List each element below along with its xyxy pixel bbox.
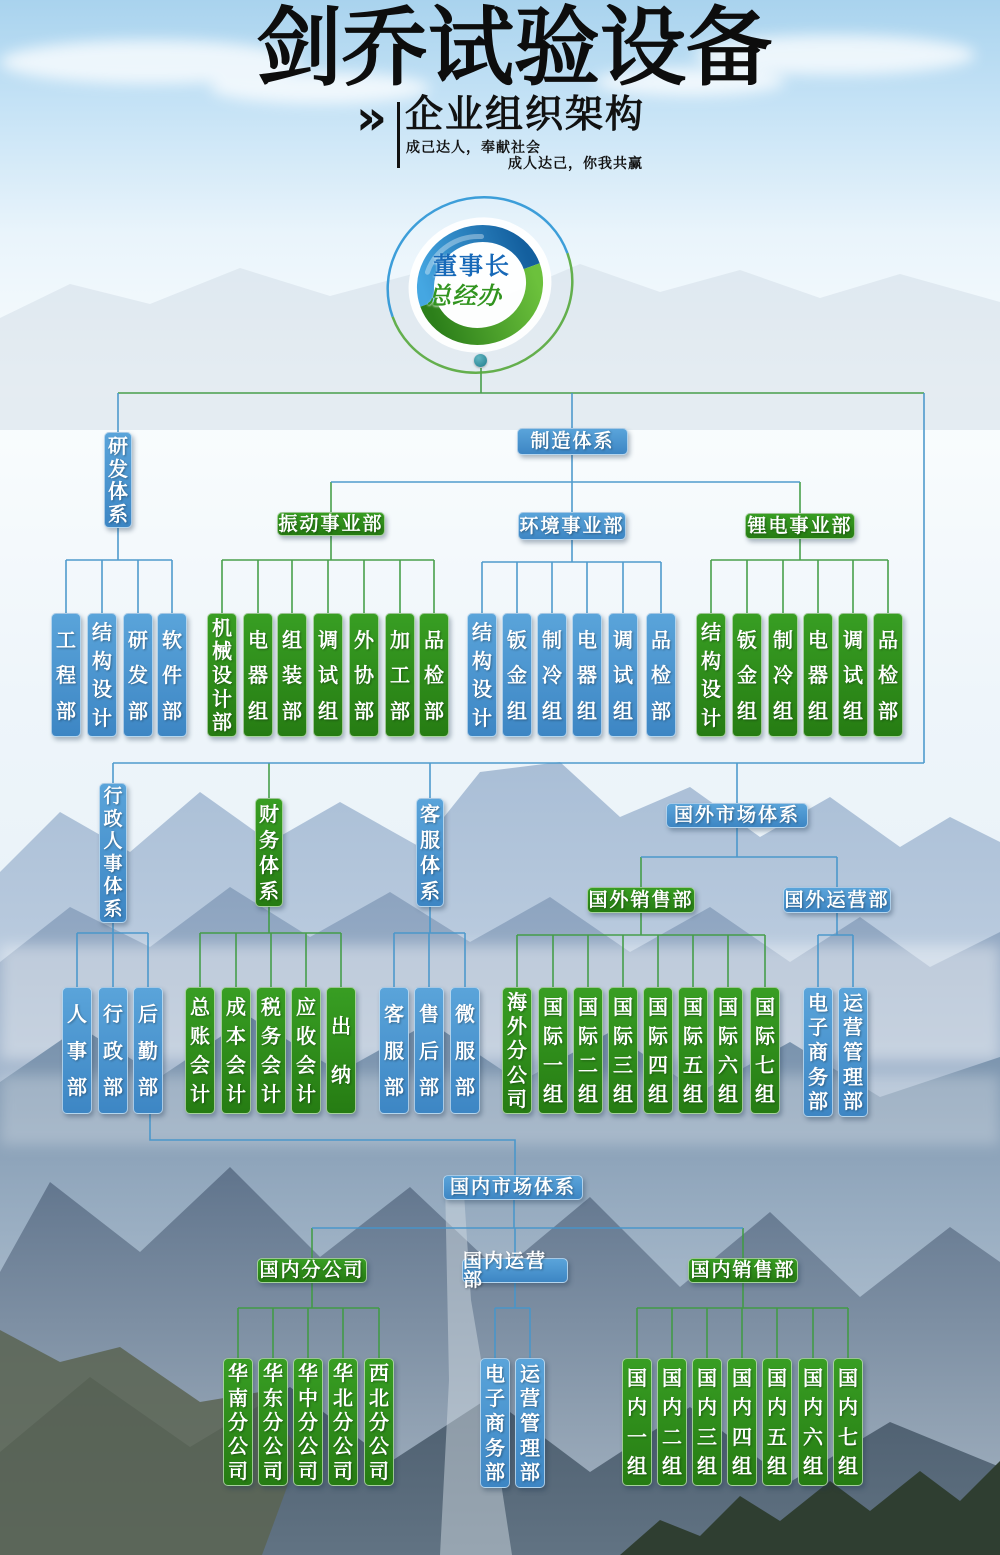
rd-child-node: 研 发 部 xyxy=(123,613,153,737)
environment-child-node: 钣 金 组 xyxy=(502,613,532,737)
environment-child-node: 品 检 部 xyxy=(646,613,676,737)
vibration-child-node: 调 试 组 xyxy=(313,613,343,737)
domestic-sales-child-node: 国 内 六 组 xyxy=(798,1358,828,1486)
admin-child-node: 行 政 部 xyxy=(98,987,128,1114)
overseas-sales-child-node: 国 际 七 组 xyxy=(750,987,780,1114)
environment-child-node: 调 试 组 xyxy=(608,613,638,737)
domestic-sales-dept-node: 国内销售部 xyxy=(688,1258,798,1283)
overseas-sales-child-node: 国 际 二 组 xyxy=(573,987,603,1114)
overseas-sales-child-node: 国 际 一 组 xyxy=(538,987,568,1114)
logo-gm-office-label: 总经办 xyxy=(427,282,502,310)
admin-child-node: 后 勤 部 xyxy=(133,987,163,1114)
domestic-sales-child-node: 国 内 七 组 xyxy=(833,1358,863,1486)
environment-child-node: 结 构 设 计 xyxy=(467,613,497,737)
lithium-child-node: 品 检 部 xyxy=(873,613,903,737)
finance-child-node: 总 账 会 计 xyxy=(185,987,215,1114)
header-divider-line xyxy=(397,102,400,168)
vibration-division-node: 振动事业部 xyxy=(278,512,384,535)
rd-child-node: 结 构 设 计 xyxy=(87,613,117,737)
rd-child-node: 工 程 部 xyxy=(51,613,81,737)
lithium-child-node: 调 试 组 xyxy=(838,613,868,737)
domestic-branch-node: 华 北 分 公 司 xyxy=(328,1358,358,1486)
overseas-ops-child-node: 电 子 商 务 部 xyxy=(803,987,833,1117)
lithium-child-node: 结 构 设 计 xyxy=(696,613,726,737)
service-child-node: 售 后 部 xyxy=(414,987,444,1114)
section-title: 企业组织架构 xyxy=(405,92,646,136)
overseas-sales-child-node: 国 际 五 组 xyxy=(678,987,708,1114)
domestic-sales-child-node: 国 内 一 组 xyxy=(622,1358,652,1486)
domestic-branch-node: 西 北 分 公 司 xyxy=(364,1358,394,1486)
domestic-sales-child-node: 国 内 五 组 xyxy=(762,1358,792,1486)
domestic-market-system-node: 国内市场体系 xyxy=(443,1175,583,1200)
lithium-child-node: 钣 金 组 xyxy=(732,613,762,737)
overseas-ops-child-node: 运 营 管 理 部 xyxy=(838,987,868,1117)
chevron-glyph: » xyxy=(356,90,388,146)
finance-child-node: 应 收 会 计 xyxy=(291,987,321,1114)
rd-system-node: 研 发 体 系 xyxy=(104,432,132,528)
root-node-dot xyxy=(474,354,487,367)
service-child-node: 微 服 部 xyxy=(450,987,480,1114)
vibration-child-node: 加 工 部 xyxy=(385,613,415,737)
finance-child-node: 税 务 会 计 xyxy=(256,987,286,1114)
vibration-child-node: 机 械 设 计 部 xyxy=(207,613,237,737)
lithium-division-node: 锂电事业部 xyxy=(745,513,855,539)
admin-child-node: 人 事 部 xyxy=(62,987,92,1114)
domestic-ops-child-node: 电 子 商 务 部 xyxy=(480,1358,510,1488)
domestic-sales-child-node: 国 内 四 组 xyxy=(727,1358,757,1486)
overseas-sales-child-node: 国 际 三 组 xyxy=(608,987,638,1114)
domestic-ops-dept-node: 国内运营部 xyxy=(462,1258,568,1283)
overseas-sales-child-node: 国 际 六 组 xyxy=(713,987,743,1114)
overseas-sales-child-node: 海 外 分 公 司 xyxy=(502,987,532,1114)
finance-child-node: 出 纳 xyxy=(326,987,356,1114)
vibration-child-node: 品 检 部 xyxy=(419,613,449,737)
domestic-branch-node: 华 东 分 公 司 xyxy=(258,1358,288,1486)
lithium-child-node: 电 器 组 xyxy=(803,613,833,737)
finance-system-node: 财 务 体 系 xyxy=(255,798,283,907)
vibration-child-node: 外 协 部 xyxy=(349,613,379,737)
logo-chairman-label: 董事长 xyxy=(433,252,511,280)
brand-title: 剑乔试验设备 xyxy=(256,0,772,98)
domestic-sales-child-node: 国 内 二 组 xyxy=(657,1358,687,1486)
domestic-ops-child-node: 运 营 管 理 部 xyxy=(515,1358,545,1488)
admin-hr-system-node: 行 政 人 事 体 系 xyxy=(99,783,127,923)
domestic-branch-node: 华 中 分 公 司 xyxy=(293,1358,323,1486)
overseas-sales-child-node: 国 际 四 组 xyxy=(643,987,673,1114)
vibration-child-node: 电 器 组 xyxy=(243,613,273,737)
domestic-branches-dept-node: 国内分公司 xyxy=(257,1258,367,1283)
mfg-system-node: 制造体系 xyxy=(517,428,628,455)
rd-child-node: 软 件 部 xyxy=(157,613,187,737)
vibration-child-node: 组 装 部 xyxy=(277,613,307,737)
finance-child-node: 成 本 会 计 xyxy=(221,987,251,1114)
overseas-ops-dept-node: 国外运营部 xyxy=(783,887,891,913)
tagline-1: 成己达人，奉献社会 xyxy=(406,140,541,156)
service-system-node: 客 服 体 系 xyxy=(416,798,444,907)
overseas-sales-dept-node: 国外销售部 xyxy=(587,887,695,913)
tagline-2: 成人达己，你我共赢 xyxy=(508,156,643,172)
domestic-branch-node: 华 南 分 公 司 xyxy=(223,1358,253,1486)
lithium-child-node: 制 冷 组 xyxy=(768,613,798,737)
service-child-node: 客 服 部 xyxy=(379,987,409,1114)
overseas-market-system-node: 国外市场体系 xyxy=(666,803,808,828)
environment-division-node: 环境事业部 xyxy=(518,512,626,540)
environment-child-node: 制 冷 组 xyxy=(537,613,567,737)
domestic-sales-child-node: 国 内 三 组 xyxy=(692,1358,722,1486)
environment-child-node: 电 器 组 xyxy=(572,613,602,737)
